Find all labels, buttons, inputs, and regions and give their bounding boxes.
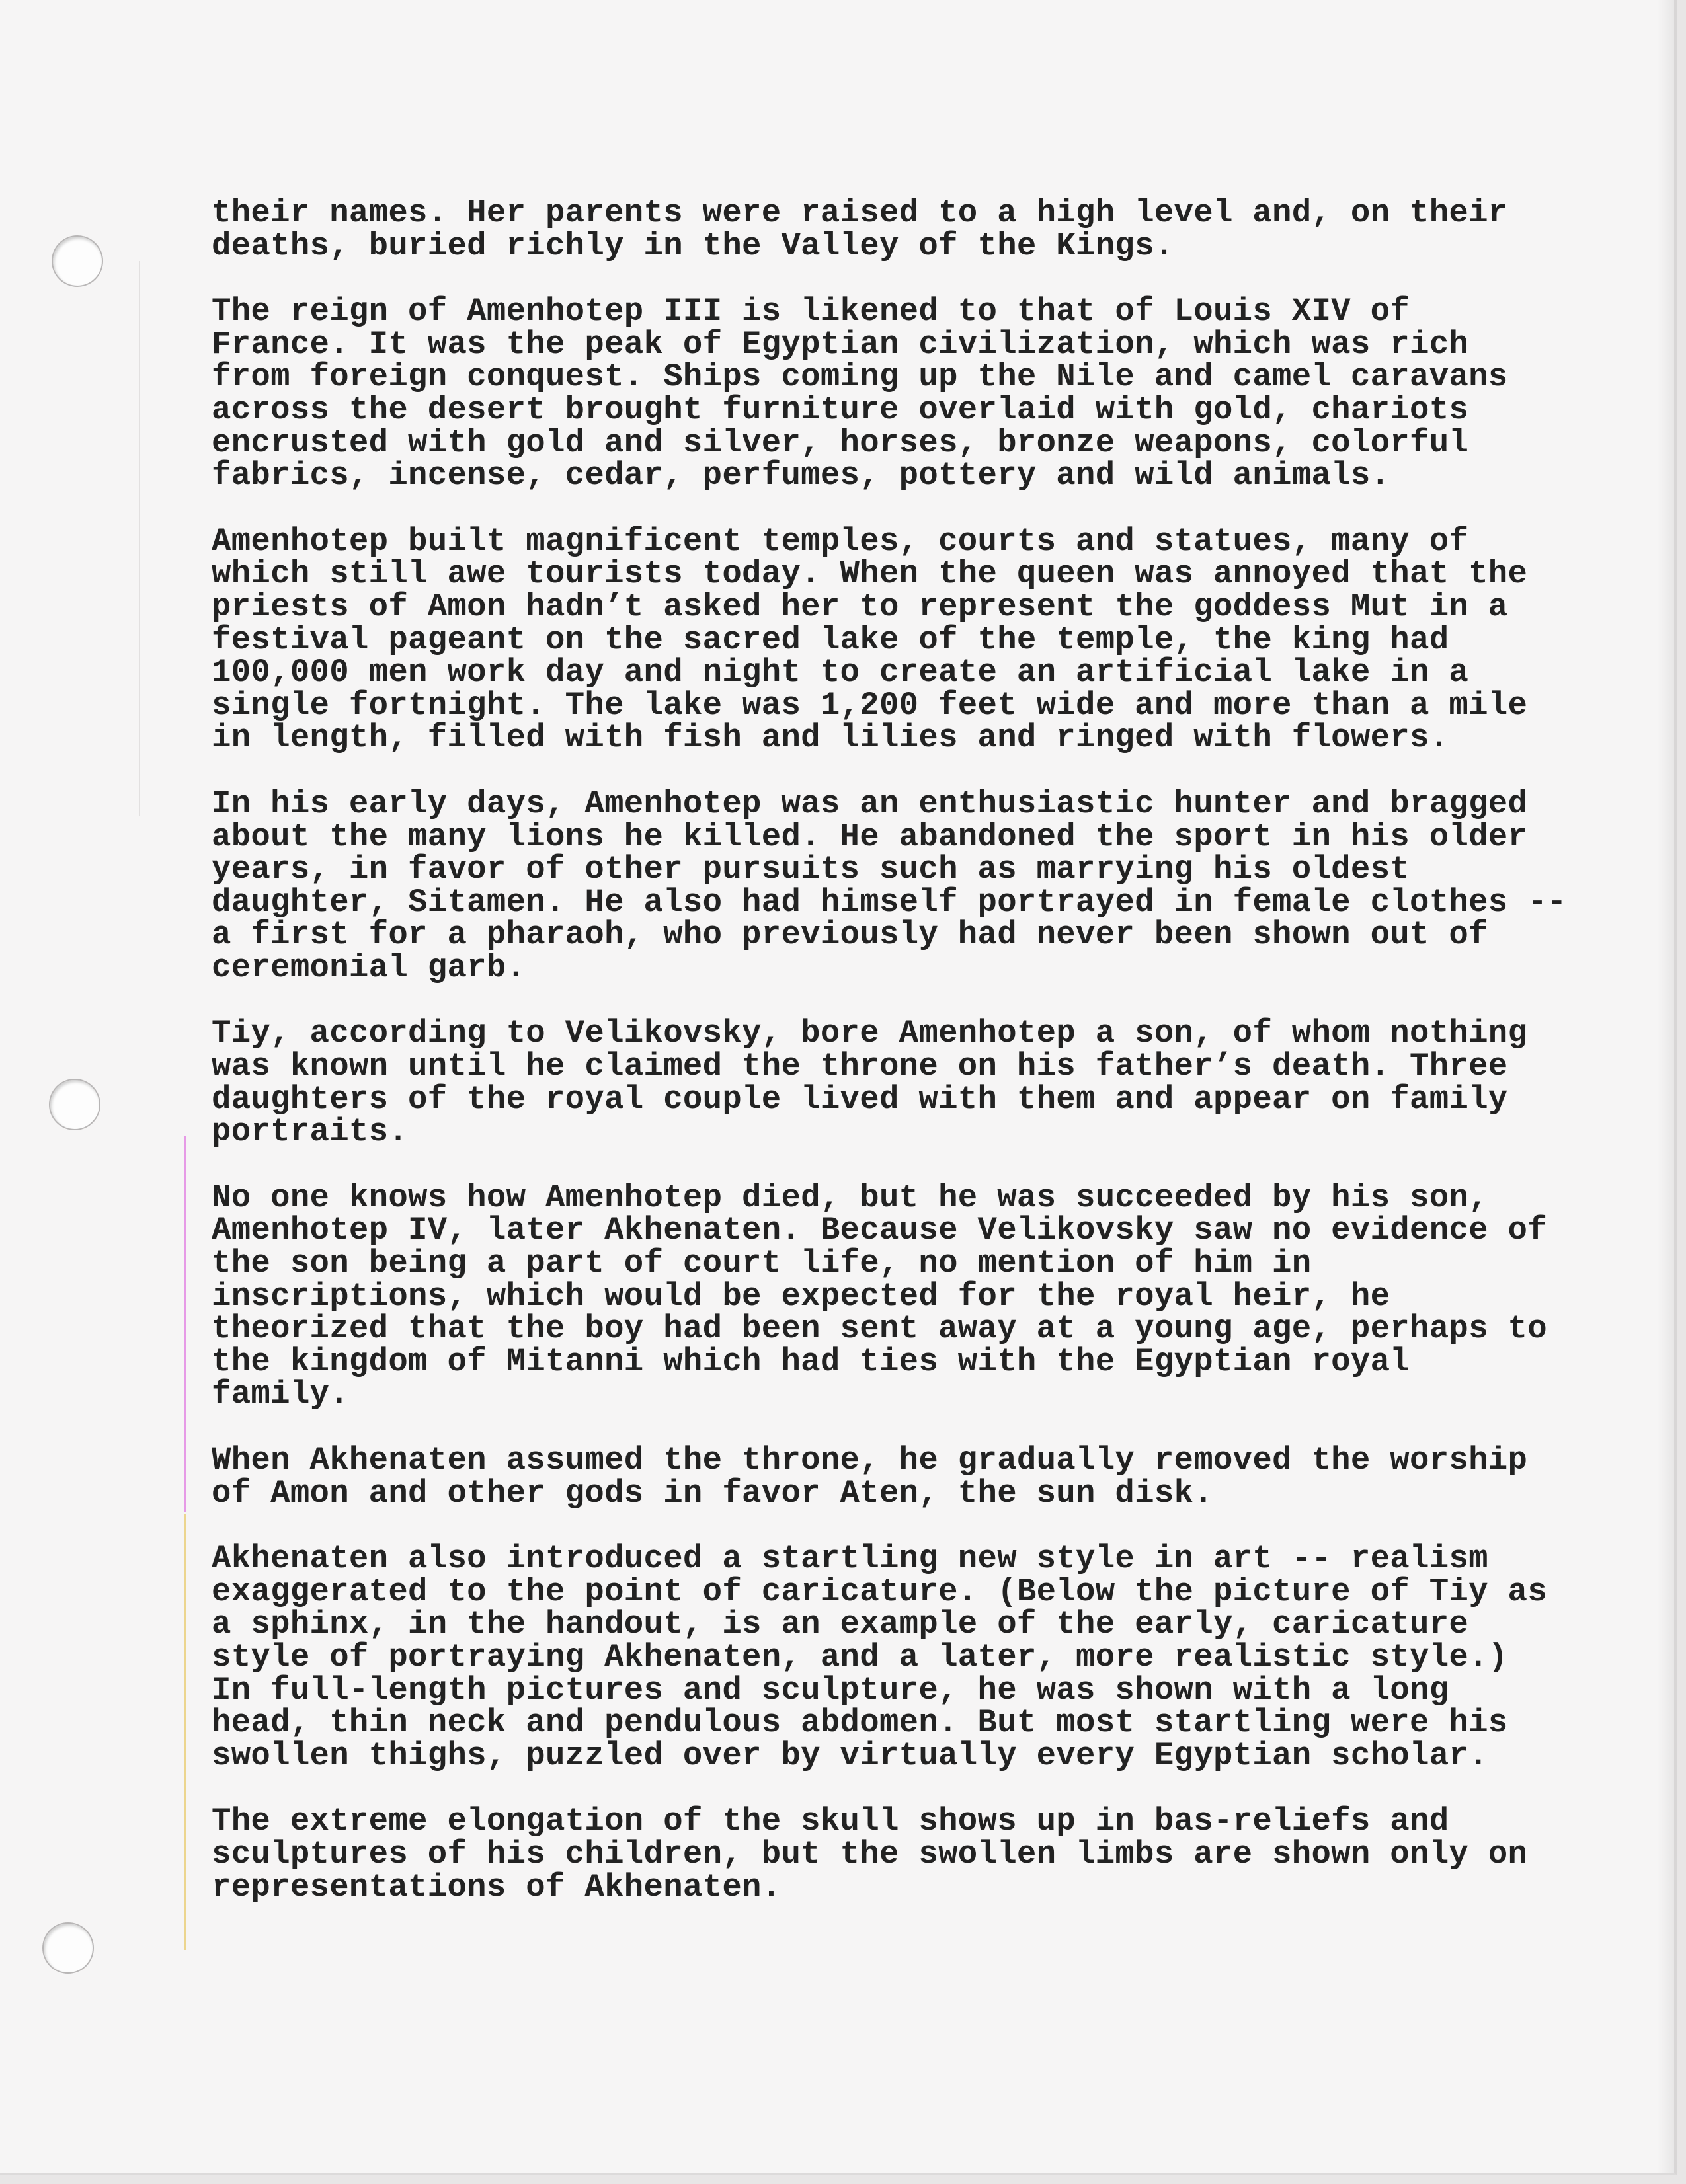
- text-line: priests of Amon hadn’t asked her to represent the goddess Mut in a: [212, 588, 1508, 625]
- text-line: swollen thighs, puzzled over by virtually every Egyptian scholar.: [212, 1736, 1488, 1774]
- text-line: years, in favor of other pursuits such as marrying his oldest: [212, 851, 1410, 888]
- text-line: deaths, buried richly in the Valley of the Kings.: [212, 227, 1174, 264]
- margin-mark-gray: [139, 261, 140, 816]
- text-line: Akhenaten also introduced a startling new style in art -- realism: [212, 1540, 1488, 1578]
- text-line: The reign of Amenhotep III is likened to that of Louis XIV of: [212, 293, 1410, 331]
- text-line: France. It was the peak of Egyptian civilization, which was rich: [212, 325, 1469, 363]
- text-line: 100,000 men work day and night to create an artificial lake in a: [212, 654, 1469, 691]
- margin-highlight-pink: [184, 1136, 186, 1512]
- text-line: In his early days, Amenhotep was an enthusiastic hunter and bragged: [212, 785, 1528, 822]
- text-line: in length, filled with fish and lilies and ringed with flowers.: [212, 719, 1449, 757]
- text-line: their names. Her parents were raised to a high level and, on their: [212, 194, 1508, 231]
- text-line: daughters of the royal couple lived with them and appear on family: [212, 1080, 1508, 1118]
- paragraph: [212, 785, 1613, 986]
- text-line: fabrics, incense, cedar, perfumes, pottery and wild animals.: [212, 457, 1390, 494]
- text-line: was known until he claimed the throne on his father’s death. Three: [212, 1048, 1508, 1085]
- text-line: across the desert brought furniture overlaid with gold, chariots: [212, 391, 1469, 428]
- page-edge-shadow: [1657, 0, 1674, 2173]
- text-line: portraits.: [212, 1113, 409, 1151]
- text-line: inscriptions, which would be expected for the royal heir, he: [212, 1277, 1390, 1315]
- punch-hole-top: [52, 235, 103, 287]
- text-line: head, thin neck and pendulous abdomen. But most startling were his: [212, 1704, 1508, 1742]
- paragraph: [212, 1015, 1613, 1151]
- text-line: which still awe tourists today. When the queen was annoyed that the: [212, 555, 1528, 593]
- text-line: single fortnight. The lake was 1,200 feet wide and more than a mile: [212, 686, 1528, 724]
- text-line: family.: [212, 1376, 349, 1413]
- text-line: about the many lions he killed. He abandoned the sport in his older: [212, 818, 1528, 855]
- text-line: representations of Akhenaten.: [212, 1868, 782, 1906]
- punch-hole-bottom: [42, 1922, 94, 1974]
- punch-hole-middle: [49, 1079, 100, 1130]
- text-line: of Amon and other gods in favor Aten, the sun disk.: [212, 1474, 1213, 1512]
- text-line: When Akhenaten assumed the throne, he gradually removed the worship: [212, 1442, 1528, 1479]
- text-line: theorized that the boy had been sent away at a young age, perhaps to: [212, 1310, 1547, 1348]
- text-line: a first for a pharaoh, who previously had never been shown out of: [212, 916, 1488, 954]
- paragraph: [212, 1444, 1613, 1510]
- text-line: Amenhotep IV, later Akhenaten. Because Velikovsky saw no evidence of: [212, 1212, 1547, 1249]
- text-line: a sphinx, in the handout, is an example of the early, caricature: [212, 1606, 1469, 1643]
- margin-highlight-yellow: [184, 1514, 186, 1950]
- text-line: In full-length pictures and sculpture, he was shown with a long: [212, 1671, 1449, 1709]
- text-line: style of portraying Akhenaten, and a later, more realistic style.): [212, 1638, 1508, 1676]
- text-line: ceremonial garb.: [212, 949, 526, 986]
- paragraph: [212, 1540, 1613, 1774]
- text-line: exaggerated to the point of caricature. (Below the picture of Tiy as: [212, 1573, 1547, 1610]
- text-line: from foreign conquest. Ships coming up the Nile and camel caravans: [212, 358, 1508, 396]
- text-line: Tiy, according to Velikovsky, bore Amenhotep a son, of whom nothing: [212, 1015, 1528, 1052]
- paragraph: [212, 1179, 1613, 1413]
- paragraph: [212, 1805, 1613, 1904]
- text-line: encrusted with gold and silver, horses, bronze weapons, colorful: [212, 424, 1469, 461]
- text-line: the son being a part of court life, no mention of him in: [212, 1245, 1312, 1282]
- text-line: The extreme elongation of the skull shows up in bas-reliefs and: [212, 1803, 1449, 1840]
- paragraph: [212, 194, 1613, 264]
- document-body: [212, 194, 1613, 1937]
- text-line: the kingdom of Mitanni which had ties with the Egyptian royal: [212, 1343, 1410, 1380]
- text-line: festival pageant on the sacred lake of the temple, the king had: [212, 621, 1449, 658]
- text-line: Amenhotep built magnificent temples, courts and statues, many of: [212, 522, 1469, 560]
- text-line: daughter, Sitamen. He also had himself portrayed in female clothes --: [212, 883, 1567, 921]
- text-line: No one knows how Amenhotep died, but he was succeeded by his son,: [212, 1179, 1488, 1216]
- paragraph: [212, 295, 1613, 492]
- text-line: sculptures of his children, but the swollen limbs are shown only on: [212, 1835, 1528, 1873]
- paragraph: [212, 522, 1613, 757]
